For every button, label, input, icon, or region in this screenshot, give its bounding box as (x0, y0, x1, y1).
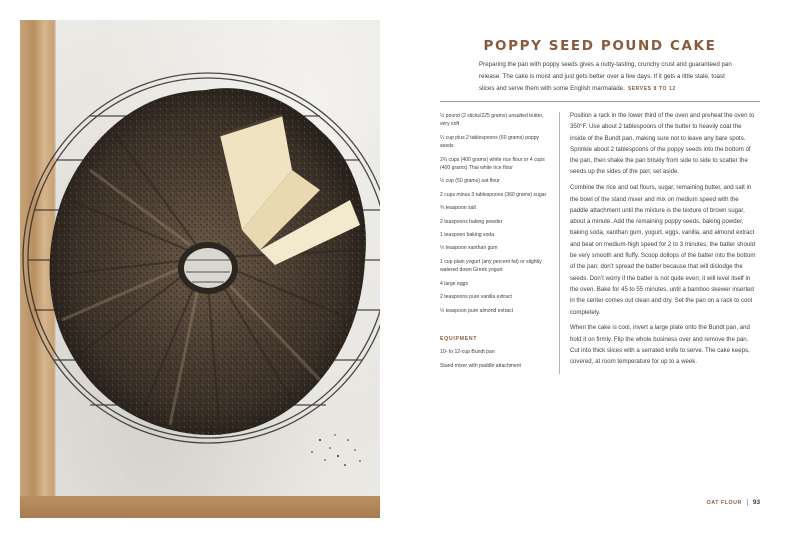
ingredient-item: ½ teaspoon xanthan gum (440, 245, 498, 252)
bundt-cake-illustration (20, 20, 380, 518)
ingredient-item: ½ cup (50 grams) oat flour (440, 178, 500, 185)
scattered-seeds (311, 434, 361, 466)
bundt-cake (50, 88, 366, 435)
intro-text: Preparing the pan with poppy seeds gives a nutty-tasting, crunchy crust and guaranteed pan release. The cake is moist and just gets better over a few days. If it gets a little stale, toast slices and serve them with some English marmalade. (479, 61, 732, 92)
method-paragraph: Position a rack in the lower third of the oven and preheat the oven to 350°F. Use about 2 tablespoons of the butter to heavily coat the inside of the Bundt pan, making sure not to leave any bare spots. Sprinkle about 2 tablespoons of the poppy seeds into the bottom of the pan, then shake the pan briskly from side to side to scatter the seeds up the sides of the pan; set aside. (570, 112, 755, 176)
method-paragraph: When the cake is cool, invert a large plate onto the Bundt pan, and hold it on firmly. Flip the whole business over and remove the pan. Cut into thick slices with a serrated knife to serve. The cake keeps, covered, at room temperature for up to a week. (570, 324, 750, 366)
ingredient-item: ½ teaspoon pure almond extract (440, 307, 514, 314)
equipment-item: 10- to 12-cup Bundt pan (440, 349, 495, 355)
ingredient-item: 2⅔ cups (400 grams) white rice flour or 4 cups (400 grams) Thai white rice flour (440, 156, 545, 172)
divider-line (440, 101, 760, 102)
ingredient-item: ½ pound (2 sticks/225 grams) unsalted butter, very soft (440, 113, 544, 128)
footer-separator (747, 499, 748, 506)
ingredient-item: 4 large eggs (440, 280, 469, 287)
ingredient-item: 2 teaspoons pure vanilla extract (440, 294, 512, 301)
ingredient-item: ¾ teaspoon salt (440, 205, 476, 212)
equipment-heading: EQUIPMENT (440, 336, 478, 342)
page-footer (680, 499, 760, 506)
equipment-list (440, 348, 555, 376)
page-number: 93 (752, 499, 760, 506)
method-steps (570, 110, 758, 372)
column-divider (559, 112, 560, 374)
ingredient-list (440, 112, 552, 320)
equipment-item: Stand mixer with paddle attachment (440, 362, 521, 369)
method-paragraph: Combine the rice and oat flours, sugar, remaining butter, and salt in the bowl of the stand mixer and mix on medium speed with the paddle attachment until the mixture is the texture of brown sugar, about a minute. Add the remaining poppy seeds, baking powder, baking soda, xanthan gum, yogurt, eggs, vanilla, and almond extract and beat on medium-high speed for 2 to 3 minutes; the batter should be very smooth and fluffy. Scoop dollops of the batter into the bottom of the pan; don’t spread the batter because that will dislodge the seeds. Don’t worry if the batter is not quite even; it will level itself in the oven. Bake for 45 to 55 minutes, until a bamboo skewer inserted in the center comes out clean and dry. Set the pan on a rack to cool completely. (570, 184, 756, 316)
ingredient-item: 1 cup plain yogurt (any percent fat) or slightly watered down Greek yogurt (440, 258, 542, 274)
ingredient-item: 1 teaspoon baking soda (440, 232, 495, 239)
recipe-title: POPPY SEED POUND CAKE (483, 38, 717, 54)
section-name: OAT FLOUR (706, 500, 742, 506)
ingredient-item: 2 teaspoons baking powder (440, 218, 503, 225)
serves-label: SERVES 8 TO 12 (627, 86, 676, 92)
recipe-intro (479, 59, 741, 95)
ingredient-item: ¼ cup plus 2 tablespoons (60 grams) poppy seeds (440, 134, 540, 150)
cake-photo (20, 20, 380, 518)
ingredient-item: 2 cups minus 3 tablespoons (360 grams) sugar (440, 191, 547, 198)
